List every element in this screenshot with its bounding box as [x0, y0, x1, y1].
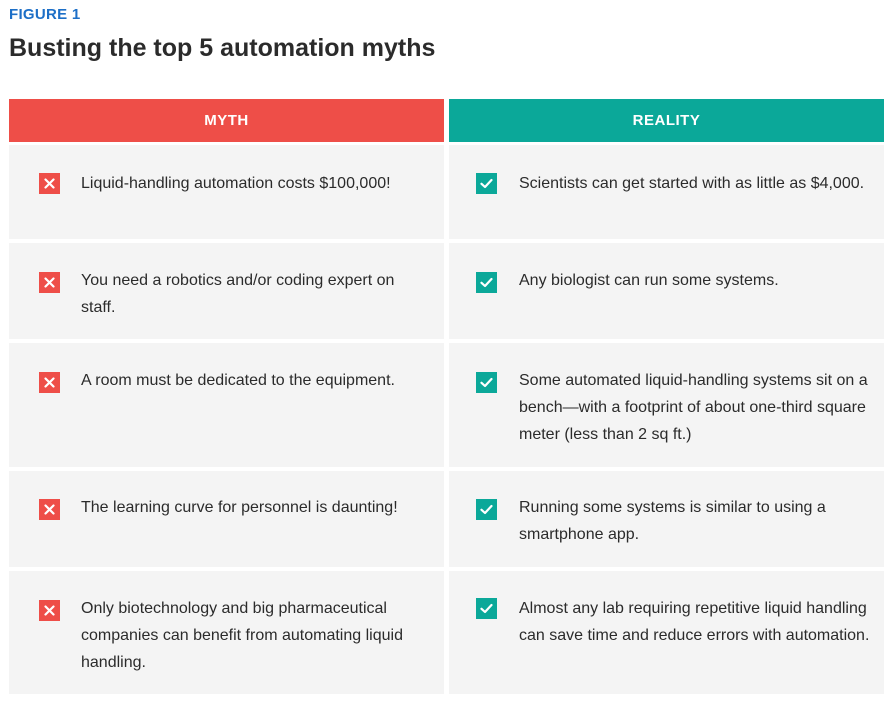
cross-icon — [39, 272, 60, 293]
reality-header: REALITY — [449, 99, 884, 142]
myth-cell — [9, 243, 444, 339]
reality-cell — [449, 571, 884, 694]
cross-icon — [39, 372, 60, 393]
table-row — [9, 571, 884, 694]
reality-cell — [449, 243, 884, 339]
myth-text: You need a robotics and/or coding expert on staff. — [81, 272, 395, 316]
reality-text: Running some systems is similar to using a smartphone app. — [519, 499, 826, 543]
cross-icon — [39, 600, 60, 621]
reality-cell — [449, 343, 884, 467]
reality-text: Some automated liquid-handling systems sit on a bench—with a footprint of about one-third square meter (less than 2 sq ft.) — [519, 372, 868, 443]
myth-header: MYTH — [9, 99, 444, 142]
reality-cell — [449, 471, 884, 567]
figure-title: Busting the top 5 automation myths — [9, 34, 436, 62]
check-icon — [476, 372, 497, 393]
table-row — [9, 471, 884, 567]
myth-text: The learning curve for personnel is daunting! — [81, 499, 398, 516]
figure-label: FIGURE 1 — [9, 6, 81, 23]
check-icon — [476, 499, 497, 520]
cross-icon — [39, 173, 60, 194]
myth-cell — [9, 471, 444, 567]
reality-text: Almost any lab requiring repetitive liquid handling can save time and reduce errors with automation. — [519, 600, 870, 644]
cross-icon — [39, 499, 60, 520]
myth-text: A room must be dedicated to the equipment. — [81, 372, 395, 389]
check-icon — [476, 272, 497, 293]
check-icon — [476, 173, 497, 194]
myth-cell — [9, 145, 444, 239]
table-row — [9, 243, 884, 339]
table-row — [9, 343, 884, 467]
myth-cell — [9, 571, 444, 694]
myth-text: Liquid-handling automation costs $100,000! — [81, 175, 391, 192]
table-row — [9, 145, 884, 239]
reality-text: Scientists can get started with as little as $4,000. — [519, 175, 865, 192]
reality-text: Any biologist can run some systems. — [519, 272, 779, 289]
reality-cell — [449, 145, 884, 239]
myth-text: Only biotechnology and big pharmaceutical companies can benefit from automating liquid handling. — [81, 600, 403, 671]
myth-cell — [9, 343, 444, 467]
check-icon — [476, 598, 497, 619]
